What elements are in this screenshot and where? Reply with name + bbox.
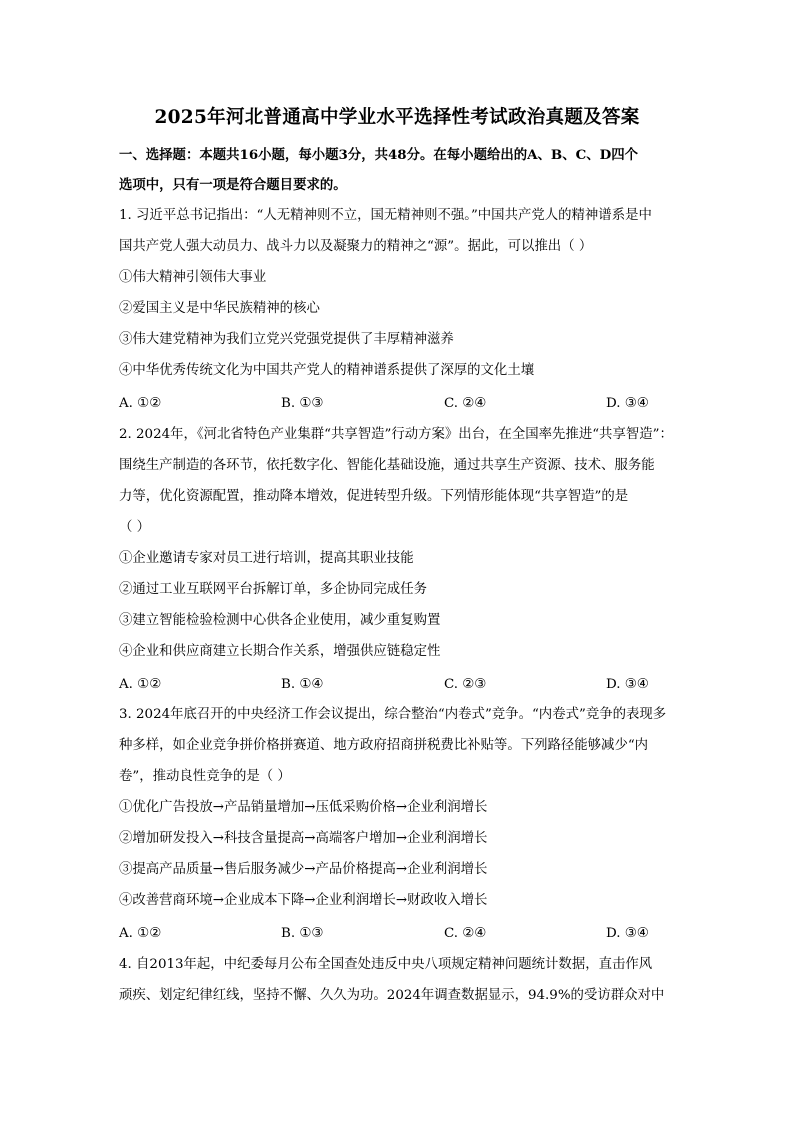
- question-3-option-d[interactable]: D. ③④: [606, 926, 649, 941]
- question-2-item-1: ①企业邀请专家对员工进行培训，提高其职业技能: [119, 551, 414, 566]
- question-2-option-b[interactable]: B. ①④: [281, 677, 324, 692]
- question-2-stem-line-2: 围绕生产制造的各环节，依托数字化、智能化基础设施，通过共享生产资源、技术、服务能: [119, 458, 655, 473]
- question-2-option-d[interactable]: D. ③④: [606, 677, 649, 692]
- question-1-option-c[interactable]: C. ②④: [444, 396, 487, 411]
- question-2-item-4: ④企业和供应商建立长期合作关系，增强供应链稳定性: [119, 644, 441, 659]
- question-4-stem-line-2: 顽疾、划定纪律红线，坚持不懈、久久为功。2024年调查数据显示，94.9%的受访群众对中: [119, 988, 665, 1003]
- question-1-item-3: ③伟大建党精神为我们立党兴党强党提供了丰厚精神滋养: [119, 332, 454, 347]
- question-3-stem-line-1: 3. 2024年底召开的中央经济工作会议提出，综合整治“内卷式”竞争。“内卷式”竞争的表现多: [119, 707, 667, 722]
- question-1-option-d[interactable]: D. ③④: [606, 396, 649, 411]
- question-1-option-b[interactable]: B. ①③: [281, 396, 324, 411]
- question-3-item-4: ④改善营商环境→企业成本下降→企业利润增长→财政收入增长: [119, 893, 488, 908]
- question-1-item-1: ①伟大精神引领伟大事业: [119, 270, 267, 285]
- question-1-item-4: ④中华优秀传统文化为中国共产党人的精神谱系提供了深厚的文化土壤: [119, 363, 535, 378]
- question-3-item-3: ③提高产品质量→售后服务减少→产品价格提高→企业利润增长: [119, 862, 488, 877]
- question-3-option-b[interactable]: B. ①③: [281, 926, 324, 941]
- question-1-stem-line-1: 1. 习近平总书记指出：“人无精神则不立，国无精神则不强。”中国共产党人的精神谱系是中: [119, 208, 652, 223]
- question-3-stem-line-3: 卷”，推动良性竞争的是（ ）: [119, 769, 291, 784]
- question-2-stem-line-3: 力等，优化资源配置，推动降本增效，促进转型升级。下列情形能体现“共享智造”的是: [119, 489, 629, 504]
- question-2-item-2: ②通过工业互联网平台拆解订单，多企协同完成任务: [119, 582, 427, 597]
- question-3-item-2: ②增加研发投入→科技含量提高→高端客户增加→企业利润增长: [119, 831, 488, 846]
- question-3-stem-line-2: 种多样，如企业竞争拼价格拼赛道、地方政府招商拼税费比补贴等。下列路径能够减少“内: [119, 738, 649, 753]
- question-4-stem-line-1: 4. 自2013年起，中纪委每月公布全国查处违反中央八项规定精神问题统计数据，直击作风: [119, 957, 653, 972]
- question-2-item-3: ③建立智能检验检测中心供各企业使用，减少重复购置: [119, 613, 441, 628]
- question-3-option-c[interactable]: C. ②④: [444, 926, 487, 941]
- question-2-option-c[interactable]: C. ②③: [444, 677, 487, 692]
- question-1-option-a[interactable]: A. ①②: [119, 396, 162, 411]
- page-title: 2025年河北普通高中学业水平选择性考试政治真题及答案: [154, 107, 640, 128]
- section-heading-line-2: 选项中，只有一项是符合题目要求的。: [119, 177, 347, 193]
- question-1-stem-line-2: 国共产党人强大动员力、战斗力以及凝聚力的精神之“源”。据此，可以推出（ ）: [119, 239, 593, 254]
- question-3-option-a[interactable]: A. ①②: [119, 926, 162, 941]
- question-1-item-2: ②爱国主义是中华民族精神的核心: [119, 301, 320, 316]
- question-2-stem-line-4: （ ）: [119, 520, 151, 535]
- section-heading-line-1: 一、选择题：本题共16小题，每小题3分，共48分。在每小题给出的A、B、C、D四个: [119, 147, 639, 163]
- question-3-item-1: ①优化广告投放→产品销量增加→压低采购价格→企业利润增长: [119, 800, 488, 815]
- question-2-stem-line-1: 2. 2024年，《河北省特色产业集群“共享智造”行动方案》出台，在全国率先推进“共享智造”：: [119, 427, 673, 442]
- question-2-option-a[interactable]: A. ①②: [119, 677, 162, 692]
